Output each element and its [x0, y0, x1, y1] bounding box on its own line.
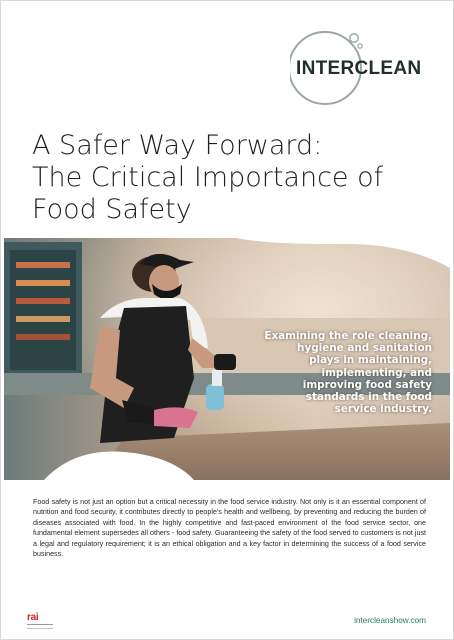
- caption-line: hygiene and sanitation: [297, 342, 432, 355]
- caption-line: standards in the food: [305, 391, 432, 404]
- rai-wordmark: rai: [27, 612, 39, 623]
- website-link[interactable]: intercleanshow.com: [354, 616, 426, 625]
- caption-line: implementing, and: [321, 366, 432, 379]
- body-paragraph: Food safety is not just an option but a critical necessity in the food service industry. Not only is it an essential component of nutrition and food security, it contributes directly to people's health and wellbeing, by preventing and reducing the burden of diseases associated with food. In the highly competitive and fast-paced environment of the food service sector, one fundamental element supersedes all others - food safety. Guaranteeing the safety of the food served to customers is not just a legal and regulatory requirement; it is an ethical obligation and a key factor in determining the success of a food service business.: [33, 498, 426, 559]
- title-line: The Critical Importance of: [32, 162, 384, 193]
- caption-line: service industry.: [334, 403, 432, 416]
- rai-underline-icon: [27, 624, 53, 629]
- page-title: [32, 130, 412, 226]
- brand-name: INTERCLEAN: [296, 58, 422, 79]
- interclean-logo: [290, 30, 440, 110]
- caption-line: Examining the role cleaning,: [264, 330, 432, 342]
- title-line: Food Safety: [32, 194, 192, 225]
- caption-line: improving food safety: [302, 378, 432, 391]
- title-line: A Safer Way Forward:: [32, 130, 323, 161]
- hero-caption: [242, 330, 432, 415]
- rai-logo: [27, 613, 57, 629]
- caption-line: plays in maintaining,: [309, 354, 432, 367]
- hero-photo: [4, 238, 450, 480]
